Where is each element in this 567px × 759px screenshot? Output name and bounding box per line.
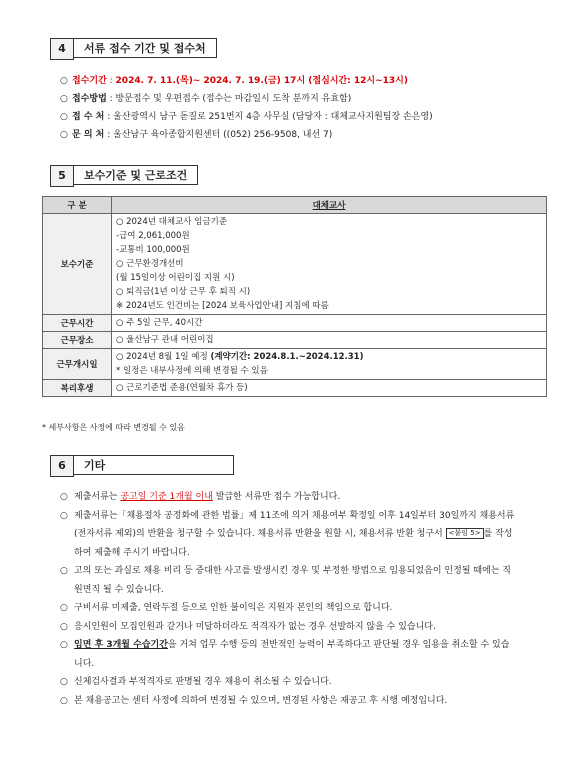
application-info-list	[60, 72, 433, 144]
circle-bullet-icon: ○	[60, 76, 68, 86]
section-4-header	[50, 38, 217, 60]
circle-bullet-icon: ○	[60, 94, 68, 104]
table-cell: ○ 2024년 8월 1일 예정 (계약기간: 2024.8.1.~2024.12.31) * 일정은 내부사정에 의해 변경될 수 있음	[112, 349, 547, 380]
column-header: 대체교사	[112, 197, 547, 214]
footnote: * 세부사항은 사정에 따라 변경될 수 있음	[42, 423, 185, 432]
list-item: ○ 접 수 처 : 울산광역시 남구 돋질로 251번지 4층 사무실 (담당자 : 대체교사지원팀장 손은영)	[60, 108, 433, 126]
list-item: ○ 문 의 처 : 울산남구 육아종합지원센터 ((052) 256-9508, 내선 7)	[60, 126, 433, 144]
row-label: 근무개시일	[43, 349, 112, 380]
section-title: 기타	[74, 455, 234, 475]
circle-bullet-icon: ○	[60, 492, 68, 502]
table-row	[43, 214, 547, 315]
table-header-row	[43, 197, 547, 214]
row-label: 보수기준	[43, 214, 112, 315]
list-item: ○ 고의 또는 과실로 채용 비리 등 중대한 사고를 발생시킨 경우 및 부정한 방법으로 임용되었음이 인정될 때에는 직원면직 될 수 있습니다.	[60, 562, 518, 599]
section-number: 5	[50, 165, 74, 187]
circle-bullet-icon: ○	[60, 621, 68, 632]
list-item: ○ 제출서류는「채용절차 공정화에 관한 법률」제 11조에 의거 채용여부 확정일 이후 14일부터 30일까지 채용서류(전자서류 제외)의 반환을 청구할 수 있습니다. 채용서류 반환을 원할 시, 채용서류 반환 청구서 <붙임 5> 를 작성하여 제출해 주시기 바랍니다.	[60, 507, 518, 563]
application-period: 2024. 7. 11.(목)~ 2024. 7. 19.(금) 17시 (접심시간: 12시~13시)	[115, 76, 408, 86]
list-item: ○ 임면 후 3개월 수습기간을 거쳐 업무 수행 등의 전반적인 능력이 부족하다고 판단될 경우 임용을 취소할 수 있습니다.	[60, 636, 518, 673]
other-notes-list	[60, 488, 518, 710]
row-label: 근무시간	[43, 315, 112, 332]
attachment-tag: <붙임 5>	[446, 528, 484, 539]
table-row	[43, 349, 547, 380]
section-title: 보수기준 및 근로조건	[74, 165, 198, 185]
section-5-header	[50, 165, 198, 187]
section-title: 서류 접수 기간 및 접수처	[74, 38, 217, 58]
list-item: ○ 신체검사결과 부적격자로 판명될 경우 채용이 취소될 수 있습니다.	[60, 673, 518, 692]
list-item: ○ 접수방법 : 방문접수 및 우편접수 (접수는 마감일시 도착 분까지 유효함)	[60, 90, 433, 108]
circle-bullet-icon: ○	[60, 130, 68, 140]
table-row	[43, 315, 547, 332]
circle-bullet-icon: ○	[60, 640, 68, 650]
circle-bullet-icon: ○	[60, 695, 68, 706]
table-cell: ○ 울산남구 관내 어린이집	[112, 332, 547, 349]
row-label: 근무장소	[43, 332, 112, 349]
list-item: ○ 본 채용공고는 센터 사정에 의하여 변경될 수 있으며, 변경된 사항은 재공고 후 시행 예정입니다.	[60, 692, 518, 711]
section-number: 6	[50, 455, 74, 477]
working-conditions-table	[42, 196, 547, 397]
circle-bullet-icon: ○	[60, 510, 68, 521]
table-cell: ○ 주 5일 근무, 40시간	[112, 315, 547, 332]
column-header: 구 분	[43, 197, 112, 214]
table-cell: ○ 근로기준법 준용(연월차 휴가 등)	[112, 380, 547, 397]
section-6-header	[50, 455, 234, 477]
section-number: 4	[50, 38, 74, 60]
circle-bullet-icon: ○	[60, 677, 68, 687]
list-item: ○ 접수기간 : 2024. 7. 11.(목)~ 2024. 7. 19.(금) 17시 (접심시간: 12시~13시)	[60, 72, 433, 90]
circle-bullet-icon: ○	[60, 566, 68, 576]
row-label: 복리후생	[43, 380, 112, 397]
table-row	[43, 380, 547, 397]
pay-standard-cell: ○ 2024년 대체교사 임금기준 -급여 2,061,000원 -교통비 100,000원 ○ 근무환경개선비 (월 15일이상 어린이집 지원 시) ○ 퇴직금(1년 이상 근무 후 퇴직 시) ※ 2024년도 인건비는 [2024 보육사업안내] 지침에 따름	[112, 214, 547, 315]
circle-bullet-icon: ○	[60, 112, 68, 122]
circle-bullet-icon: ○	[60, 603, 68, 613]
list-item: ○ 응시인원이 모집인원과 같거나 미달하더라도 적격자가 없는 경우 선발하지 않을 수 있습니다.	[60, 618, 518, 637]
table-row	[43, 332, 547, 349]
list-item: ○ 제출서류는 공고일 기준 1개월 이내 발급한 서류만 접수 가능합니다.	[60, 488, 518, 507]
list-item: ○ 구비서류 미제출, 연락두절 등으로 인한 불이익은 지원자 본인의 책임으로 합니다.	[60, 599, 518, 618]
